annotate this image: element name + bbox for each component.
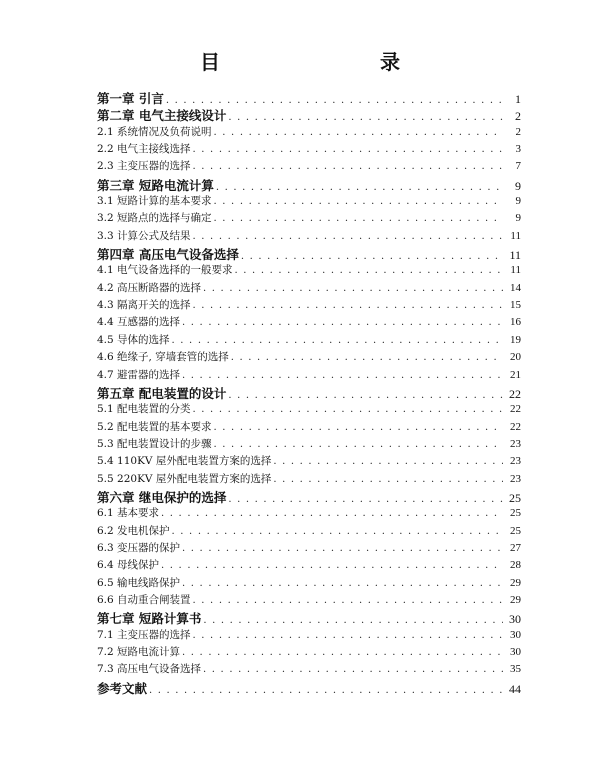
toc-dot-leader [161,508,503,519]
toc-entry-title: 第三章 短路电流计算 [97,177,214,193]
toc-page-number: 11 [509,248,521,263]
toc-entry-title: 第四章 高压电气设备选择 [97,247,239,263]
toc-section-entry[interactable] [97,332,521,349]
toc-entry-title: 4.4 互感器的选择 [97,316,181,329]
toc-dot-leader [214,213,503,224]
toc-title: 目 录 [200,50,440,74]
toc-entry-title: 4.1 电气设备选择的一般要求 [97,264,233,277]
toc-dot-leader [172,526,503,537]
toc-section-entry[interactable] [97,505,521,522]
toc-page-number: 29 [510,576,521,589]
toc-page-number: 11 [510,264,521,277]
toc-dot-leader [231,352,503,363]
toc-dot-leader [228,112,503,123]
toc-entry-title: 6.2 发电机保护 [97,524,170,537]
toc-chapter-entry[interactable] [97,176,521,193]
toc-page-number: 16 [510,316,521,329]
toc-page-number: 19 [510,333,521,346]
toc-page-number: 30 [510,628,521,641]
toc-entry-title: 6.4 母线保护 [97,559,160,572]
toc-entry-title: 5.5 220KV 屋外配电装置方案的选择 [97,472,272,485]
toc-dot-leader [193,630,503,641]
toc-page-number: 25 [510,524,521,537]
toc-page-number: 27 [510,541,521,554]
toc-section-entry[interactable] [97,228,521,245]
toc-section-entry[interactable] [97,575,521,592]
toc-section-entry[interactable] [97,661,521,678]
toc-entry-title: 4.5 导体的选择 [97,333,170,346]
toc-page-number: 28 [510,559,521,572]
toc-dot-leader [182,543,503,554]
toc-page-number: 23 [510,472,521,485]
toc-section-entry[interactable] [97,349,521,366]
toc-section-entry[interactable] [97,523,521,540]
toc-page-number: 14 [510,281,521,294]
toc-dot-leader [214,127,503,138]
toc-dot-leader [182,370,503,381]
toc-dot-leader [228,390,503,401]
toc-page-number: 7 [515,160,521,173]
toc-dot-leader [203,283,503,294]
toc-section-entry[interactable] [97,280,521,297]
toc-entry-title: 参考文献 [97,680,148,696]
toc-dot-leader [216,182,503,193]
toc-entry-title: 5.3 配电装置设计的步骤 [97,437,212,450]
toc-dot-leader [193,300,503,311]
toc-section-entry[interactable] [97,124,521,141]
toc-dot-leader [182,317,503,328]
toc-dot-leader [203,615,503,626]
toc-page-number: 23 [510,455,521,468]
toc-entry-title: 4.6 绝缘子, 穿墙套管的选择 [97,351,229,364]
toc-chapter-entry[interactable] [97,89,521,106]
toc-chapter-entry[interactable] [97,488,521,505]
toc-dot-leader [193,231,503,242]
toc-page-number: 22 [510,403,521,416]
toc-dot-leader [172,335,503,346]
toc-section-entry[interactable] [97,401,521,418]
toc-dot-leader [241,251,503,262]
toc-section-entry[interactable] [97,158,521,175]
toc-section-entry[interactable] [97,419,521,436]
toc-page-number: 44 [509,681,521,696]
toc-page-number: 30 [509,612,521,627]
toc-dot-leader [161,560,503,571]
table-of-contents [97,89,521,696]
toc-page-number: 29 [510,593,521,606]
toc-section-entry[interactable] [97,453,521,470]
toc-entry-title: 5.2 配电装置的基本要求 [97,420,212,433]
toc-page-number: 2 [515,125,521,138]
toc-section-entry[interactable] [97,471,521,488]
toc-page-number: 21 [510,368,521,381]
toc-chapter-entry[interactable] [97,609,521,626]
toc-dot-leader [193,595,503,606]
toc-page-number: 22 [510,420,521,433]
toc-entry-title: 3.2 短路点的选择与确定 [97,212,212,225]
toc-dot-leader [182,647,503,658]
toc-entry-title: 7.3 高压电气设备选择 [97,663,202,676]
toc-dot-leader [203,664,503,675]
toc-entry-title: 6.3 变压器的保护 [97,541,181,554]
toc-section-entry[interactable] [97,262,521,279]
toc-page-number: 25 [510,507,521,520]
toc-dot-leader [273,456,503,467]
toc-entry-title: 3.1 短路计算的基本要求 [97,195,212,208]
toc-dot-leader [214,439,503,450]
toc-section-entry[interactable] [97,367,521,384]
toc-section-entry[interactable] [97,592,521,609]
toc-entry-title: 6.5 输电线路保护 [97,576,181,589]
toc-dot-leader [182,578,503,589]
toc-entry-title: 第七章 短路计算书 [97,611,202,627]
toc-entry-title: 2.3 主变压器的选择 [97,160,191,173]
toc-page-number: 9 [515,212,521,225]
toc-page-number: 9 [515,195,521,208]
toc-entry-title: 7.1 主变压器的选择 [97,628,191,641]
toc-page-number: 22 [509,386,521,401]
toc-dot-leader [149,685,503,696]
toc-section-entry[interactable] [97,540,521,557]
toc-entry-title: 第五章 配电装置的设计 [97,385,227,401]
toc-chapter-entry[interactable] [97,384,521,401]
toc-entry-title: 2.1 系统情况及负荷说明 [97,125,212,138]
toc-entry-title: 4.3 隔离开关的选择 [97,299,191,312]
toc-section-entry[interactable] [97,193,521,210]
toc-section-entry[interactable] [97,314,521,331]
toc-page-number: 2 [515,109,521,124]
toc-chapter-entry[interactable] [97,245,521,262]
toc-page-number: 1 [515,92,521,106]
toc-chapter-entry[interactable] [97,679,521,696]
toc-dot-leader [193,404,503,415]
toc-dot-leader [228,494,503,505]
toc-page-number: 23 [510,437,521,450]
toc-entry-title: 5.4 110KV 屋外配电装置方案的选择 [97,455,272,468]
toc-dot-leader [166,95,503,106]
toc-entry-title: 4.7 避雷器的选择 [97,368,181,381]
toc-dot-leader [235,265,503,276]
toc-page-number: 25 [509,490,521,505]
toc-section-entry[interactable] [97,210,521,227]
toc-section-entry[interactable] [97,644,521,661]
toc-entry-title: 第一章 引言 [97,91,164,106]
toc-page-number: 15 [510,299,521,312]
toc-entry-title: 2.2 电气主接线选择 [97,143,191,156]
toc-page-number: 3 [515,143,521,156]
toc-entry-title: 第六章 继电保护的选择 [97,489,227,505]
toc-page-number: 11 [510,229,521,242]
toc-chapter-entry[interactable] [97,106,521,123]
toc-entry-title: 第二章 电气主接线设计 [97,108,227,124]
toc-dot-leader [214,196,503,207]
toc-entry-title: 6.1 基本要求 [97,507,160,520]
toc-section-entry[interactable] [97,627,521,644]
toc-entry-title: 5.1 配电装置的分类 [97,403,191,416]
toc-entry-title: 4.2 高压断路器的选择 [97,281,202,294]
toc-entry-title: 7.2 短路电流计算 [97,646,181,658]
toc-section-entry[interactable] [97,141,521,158]
toc-page-number: 20 [510,351,521,364]
toc-dot-leader [193,144,503,155]
toc-entry-title: 3.3 计算公式及结果 [97,229,191,242]
toc-dot-leader [273,474,503,485]
toc-entry-title: 6.6 自动重合闸装置 [97,593,191,606]
toc-dot-leader [214,422,503,433]
toc-section-entry[interactable] [97,297,521,314]
toc-dot-leader [193,161,503,172]
toc-section-entry[interactable] [97,557,521,574]
toc-section-entry[interactable] [97,436,521,453]
toc-page-number: 35 [510,663,521,676]
toc-page-number: 9 [515,178,521,193]
toc-page-number: 30 [510,646,521,658]
